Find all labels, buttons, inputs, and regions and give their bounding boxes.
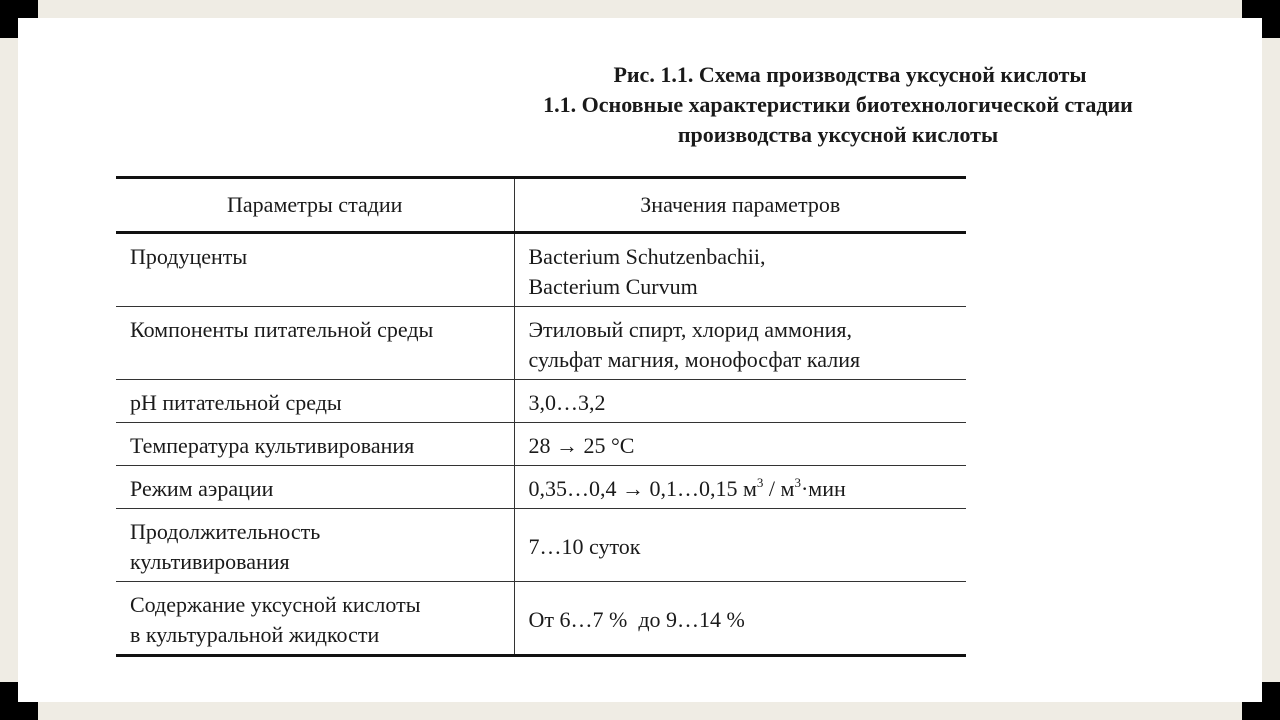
param-cell <box>116 423 514 466</box>
parameters-table <box>116 176 966 657</box>
slide <box>18 18 1262 702</box>
value-cell <box>514 307 966 380</box>
param-text: Режим аэрации <box>130 476 274 501</box>
param-cell <box>116 466 514 509</box>
value-cell <box>514 233 966 307</box>
superscript: 3 <box>756 475 764 490</box>
table-row <box>116 423 966 466</box>
value-text: сульфат магния, монофосфат калия <box>528 347 861 372</box>
value-text: 3,0…3,2 <box>528 390 606 415</box>
table-row <box>116 509 966 582</box>
value-text: 28 → 25 °С <box>528 433 635 458</box>
table-row <box>116 233 966 307</box>
header-parameters: Параметры стадии <box>116 178 514 233</box>
value-text: Bacterium Curvum <box>528 274 698 299</box>
value-text: 7…10 суток <box>528 534 641 559</box>
table-row <box>116 582 966 656</box>
param-cell <box>116 582 514 656</box>
param-cell <box>116 380 514 423</box>
table-row <box>116 307 966 380</box>
param-text: Продолжительность <box>130 519 321 544</box>
value-part: ·мин <box>800 476 846 501</box>
value-cell <box>514 466 966 509</box>
value-part: / м <box>763 476 795 501</box>
value-text: Этиловый спирт, хлорид аммония, <box>528 317 853 342</box>
superscript: 3 <box>794 475 801 490</box>
value-cell <box>514 582 966 656</box>
param-text: Продуценты <box>130 244 248 269</box>
table-row <box>116 466 966 509</box>
table-header-row <box>116 178 966 233</box>
table-caption-line-2: производства уксусной кислоты <box>677 122 999 147</box>
param-cell <box>116 233 514 307</box>
table-caption-line-1: 1.1. Основные характеристики биотехнологической стадии <box>543 92 1133 117</box>
param-cell <box>116 307 514 380</box>
captions <box>438 60 1238 150</box>
value-cell <box>514 423 966 466</box>
value-cell <box>514 509 966 582</box>
param-text: Компоненты питательной среды <box>130 317 434 342</box>
param-text: Температура культивирования <box>130 433 415 458</box>
value-text <box>529 474 953 504</box>
header-values: Значения параметров <box>514 178 966 233</box>
param-cell <box>116 509 514 582</box>
value-cell <box>514 380 966 423</box>
value-text: От 6…7 % до 9…14 % <box>528 607 745 632</box>
param-text: рН питательной среды <box>130 390 342 415</box>
figure-caption: Рис. 1.1. Схема производства уксусной кислоты <box>613 62 1087 87</box>
value-text: Bacterium Schutzenbachii, <box>528 244 766 269</box>
param-text: в культуральной жидкости <box>130 622 380 647</box>
param-text: культивирования <box>130 549 290 574</box>
value-part: 0,35…0,4 → 0,1…0,15 м <box>528 476 757 501</box>
param-text: Содержание уксусной кислоты <box>130 592 421 617</box>
table-row <box>116 380 966 423</box>
